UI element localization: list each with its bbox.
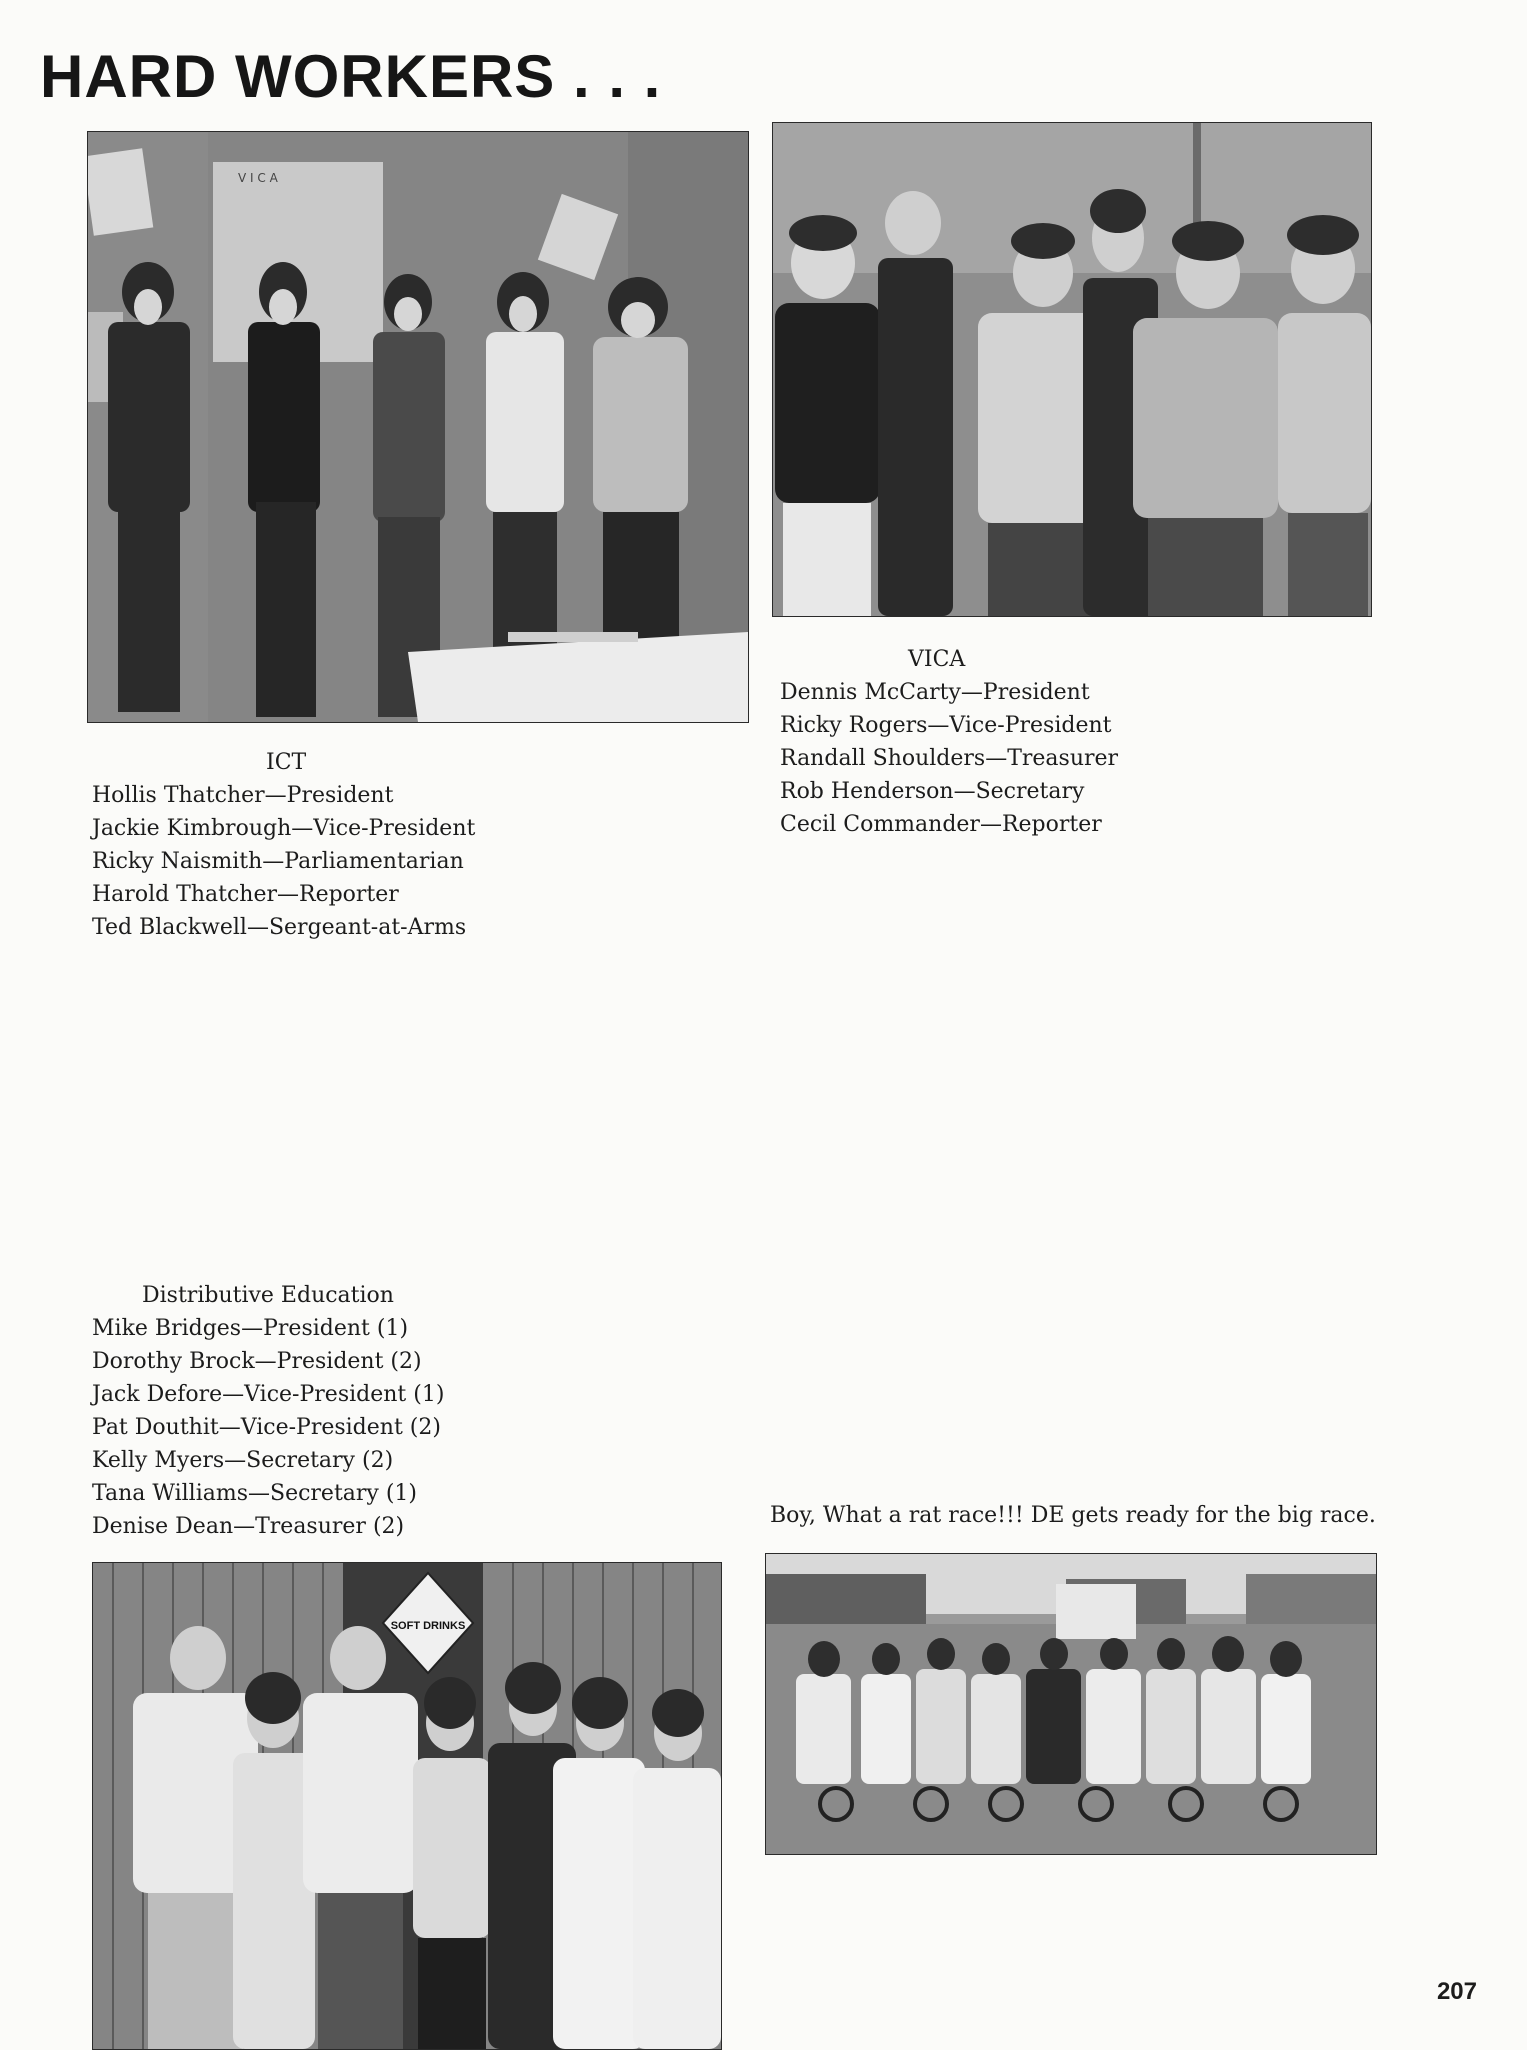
de-officers-block bbox=[92, 1279, 444, 1543]
ict-officer: Ricky Naismith—Parliamentarian bbox=[92, 849, 464, 874]
ict-officers-block bbox=[92, 746, 475, 944]
de-officer: Pat Douthit—Vice-President (2) bbox=[92, 1415, 441, 1440]
de-officer: Jack Defore—Vice-President (1) bbox=[92, 1382, 445, 1407]
de-group-photo bbox=[92, 1562, 722, 2050]
de-heading: Distributive Education bbox=[142, 1283, 394, 1308]
de-officer: Denise Dean—Treasurer (2) bbox=[92, 1514, 405, 1539]
de-officer: Tana Williams—Secretary (1) bbox=[92, 1481, 418, 1506]
ict-officer: Harold Thatcher—Reporter bbox=[92, 882, 399, 907]
rat-race-photo bbox=[765, 1553, 1377, 1855]
ict-officer: Jackie Kimbrough—Vice-President bbox=[92, 816, 476, 841]
soft-drinks-sign: SOFT DRINKS bbox=[390, 1620, 466, 1632]
race-caption: Boy, What a rat race!!! DE gets ready for the big race. bbox=[770, 1503, 1376, 1528]
page-number: 207 bbox=[1436, 1978, 1477, 2005]
vica-officer: Randall Shoulders—Treasurer bbox=[780, 746, 1119, 771]
vica-heading: VICA bbox=[908, 647, 966, 672]
vica-group-photo bbox=[772, 122, 1372, 617]
de-officer: Kelly Myers—Secretary (2) bbox=[92, 1448, 394, 1473]
ict-officer: Hollis Thatcher—President bbox=[92, 783, 394, 808]
vica-officer: Ricky Rogers—Vice-President bbox=[780, 713, 1112, 738]
vica-officers-block bbox=[780, 643, 1118, 841]
ict-heading: ICT bbox=[266, 750, 307, 775]
vica-officer: Dennis McCarty—President bbox=[780, 680, 1090, 705]
de-officer: Mike Bridges—President (1) bbox=[92, 1316, 409, 1341]
page-title: HARD WORKERS . . . bbox=[40, 43, 662, 110]
de-officer: Dorothy Brock—President (2) bbox=[92, 1349, 422, 1374]
vica-banner-text: V I C A bbox=[238, 171, 278, 185]
vica-officer: Cecil Commander—Reporter bbox=[780, 812, 1102, 837]
ict-group-photo bbox=[87, 131, 749, 723]
ict-officer: Ted Blackwell—Sergeant-at-Arms bbox=[92, 915, 467, 940]
vica-officer: Rob Henderson—Secretary bbox=[780, 779, 1085, 804]
